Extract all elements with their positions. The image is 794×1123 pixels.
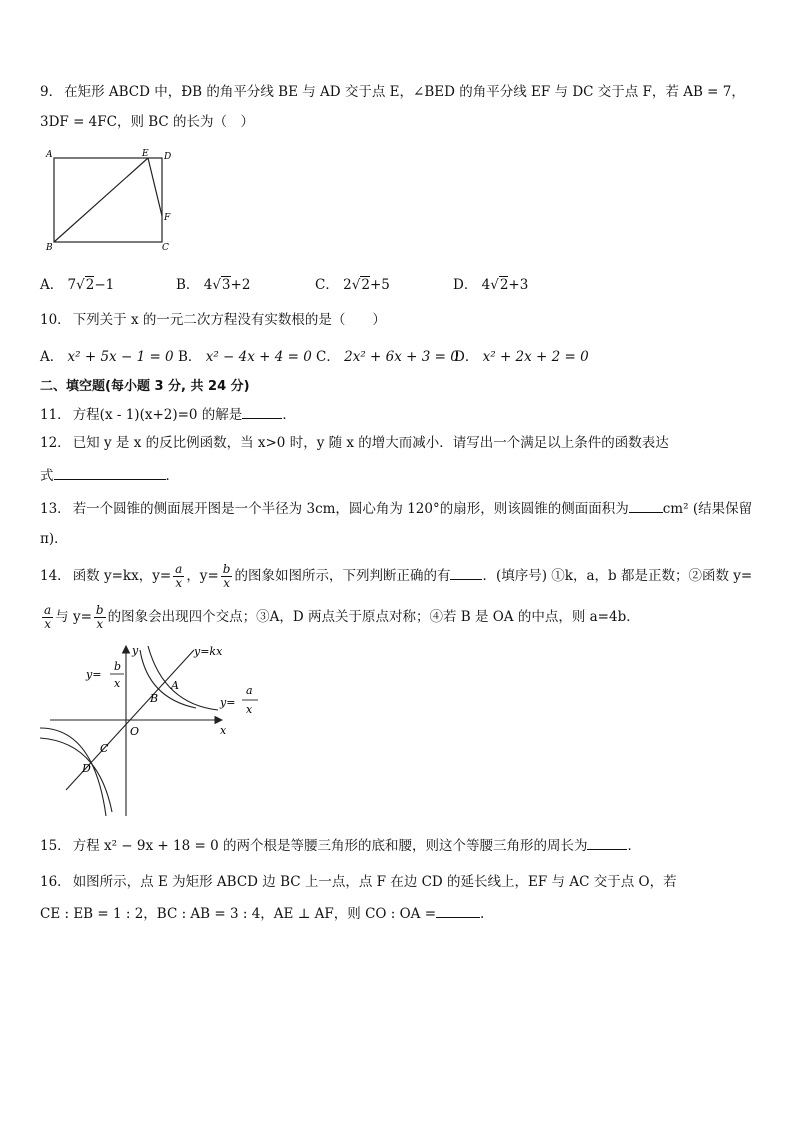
q16-text-line2: CE : EB = 1 : 2，BC : AB = 3 : 4，AE ⊥ AF，则 CO : OA = (40, 906, 437, 922)
q10-option-a[interactable]: A． x² + 5x − 1 = 0 (40, 349, 174, 365)
label-point-a: A (171, 679, 179, 692)
label-b-den: x (114, 677, 121, 690)
segment-ef (148, 158, 162, 216)
q10-option-d[interactable]: D． x² + 2x + 2 = 0 (454, 349, 589, 365)
label-f: F (164, 213, 171, 223)
label-point-b: B (150, 692, 159, 705)
q14-line2: $\frac{a}{x}$ 与 y= $\frac{b}{x}$ 的图象会出现四个交点；③A，D 两点关于原点对称；④若 B 是 OA 的中点，则 a=4b． (44, 603, 640, 631)
q16-line1 (40, 872, 677, 892)
q16-line2: CE : EB = 1 : 2，BC : AB = 3 : 4，AE ⊥ AF，则 CO : OA = . (40, 903, 484, 924)
q13-line1: 13． 若一个圆锥的侧面展开图是一个半径为 3cm，圆心角为 120°的扇形，则该圆锥的侧面面积为 cm² (结果保留 (40, 498, 752, 519)
q10-options (40, 347, 589, 367)
q14-function-graph (36, 640, 276, 820)
q14-number: 14． (40, 568, 71, 584)
q9-line1 (40, 82, 745, 102)
q9-rectangle-figure (40, 146, 180, 254)
label-c: C (162, 243, 169, 253)
q14-line1: 14． 函数 y=kx，y= $\frac{a}{x}$ ，y= $\frac{b}{x}$ 的图象如图所示，下列判断正确的有 ．(填序号) ①k，a，b 都是正数；②函数 y= (40, 562, 753, 590)
q16-text-line1: 如图所示，点 E 为矩形 ABCD 边 BC 上一点，点 F 在边 CD 的延长线上，EF 与 AC 交于点 O，若 (72, 874, 677, 890)
q12-answer-blank[interactable] (54, 465, 166, 480)
q10-option-c[interactable]: C． 2x² + 6x + 3 = 0 (316, 349, 459, 365)
q12-line2: 式 ． (40, 465, 179, 486)
q9-option-d[interactable]: D． 4√2+3 (453, 277, 529, 293)
label-b: B (46, 243, 53, 253)
label-b-prefix: y= (86, 668, 102, 681)
q12-line1 (40, 433, 669, 453)
q16-number: 16． (40, 874, 71, 890)
q12-text-line1: 已知 y 是 x 的反比例函数，当 x>0 时，y 随 x 的增大而减小．请写出一个满足以上条件的函数表达 (72, 435, 669, 451)
q15-answer-blank[interactable] (587, 835, 627, 850)
q13-text-line2: π)． (40, 531, 68, 547)
label-a-den: x (246, 703, 253, 716)
q15-line: 15． 方程 x² − 9x + 18 = 0 的两个根是等腰三角形的底和腰，则这个等腰三角形的周长为 ． (40, 835, 641, 856)
label-y-axis: y (132, 644, 139, 657)
q15-number: 15． (40, 838, 71, 854)
rect-abcd (54, 158, 162, 242)
label-a: A (46, 150, 53, 160)
section-fill-in-title: 二、填空题(每小题 3 分, 共 24 分) (40, 379, 250, 394)
label-d: D (164, 152, 172, 162)
q9-text-line1: 在矩形 ABCD 中，ÐB 的角平分线 BE 与 AD 交于点 E，∠BED 的角平分线 EF 与 DC 交于点 F，若 AB = 7， (64, 84, 745, 100)
q10-text: 下列关于 x 的一元二次方程没有实数根的是（ ） (72, 312, 386, 328)
q14-answer-blank[interactable] (450, 565, 482, 580)
q9-option-b[interactable]: B． 4√3+2 (176, 277, 251, 293)
q9-text-line2: 3DF = 4FC，则 BC 的长为（ ） (40, 114, 255, 130)
q9-number: 9． (40, 84, 63, 100)
label-a-num: a (246, 684, 253, 697)
q13-number: 13． (40, 501, 71, 517)
q9-option-c[interactable]: C． 2√2+5 (315, 277, 390, 293)
q12-number: 12． (40, 435, 71, 451)
q13-answer-blank[interactable] (629, 498, 663, 513)
label-point-d: D (82, 762, 91, 775)
q11-number: 11． (40, 407, 71, 423)
q15-text: 方程 x² − 9x + 18 = 0 的两个根是等腰三角形的底和腰，则这个等腰三角形的周长为 (72, 838, 588, 854)
curve-y-a-over-x-q3 (40, 728, 106, 816)
q10-stem (40, 310, 386, 330)
label-e: E (142, 149, 149, 159)
q13-text-line1: 若一个圆锥的侧面展开图是一个半径为 3cm，圆心角为 120°的扇形，则该圆锥的侧面面积为 (72, 501, 629, 517)
q10-option-b[interactable]: B． x² − 4x + 4 = 0 (178, 349, 312, 365)
q16-answer-blank[interactable] (436, 903, 480, 918)
q11-line: 11． 方程(x - 1)(x+2)=0 的解是 ． (40, 404, 296, 425)
q9-line2 (40, 112, 254, 132)
label-y-kx: y=kx (194, 645, 223, 658)
q10-number: 10． (40, 312, 71, 328)
segment-be (54, 158, 148, 242)
label-a-prefix: y= (220, 696, 236, 709)
label-b-num: b (114, 660, 122, 673)
q11-text: 方程(x - 1)(x+2)=0 的解是 (72, 407, 243, 423)
label-origin: O (130, 725, 140, 738)
q9-option-a[interactable]: A． 7√2−1 (40, 277, 115, 293)
q13-line2 (40, 529, 68, 549)
q11-answer-blank[interactable] (242, 404, 282, 419)
label-point-c: C (100, 742, 109, 755)
q9-options (40, 275, 528, 295)
label-x-axis: x (220, 724, 227, 737)
